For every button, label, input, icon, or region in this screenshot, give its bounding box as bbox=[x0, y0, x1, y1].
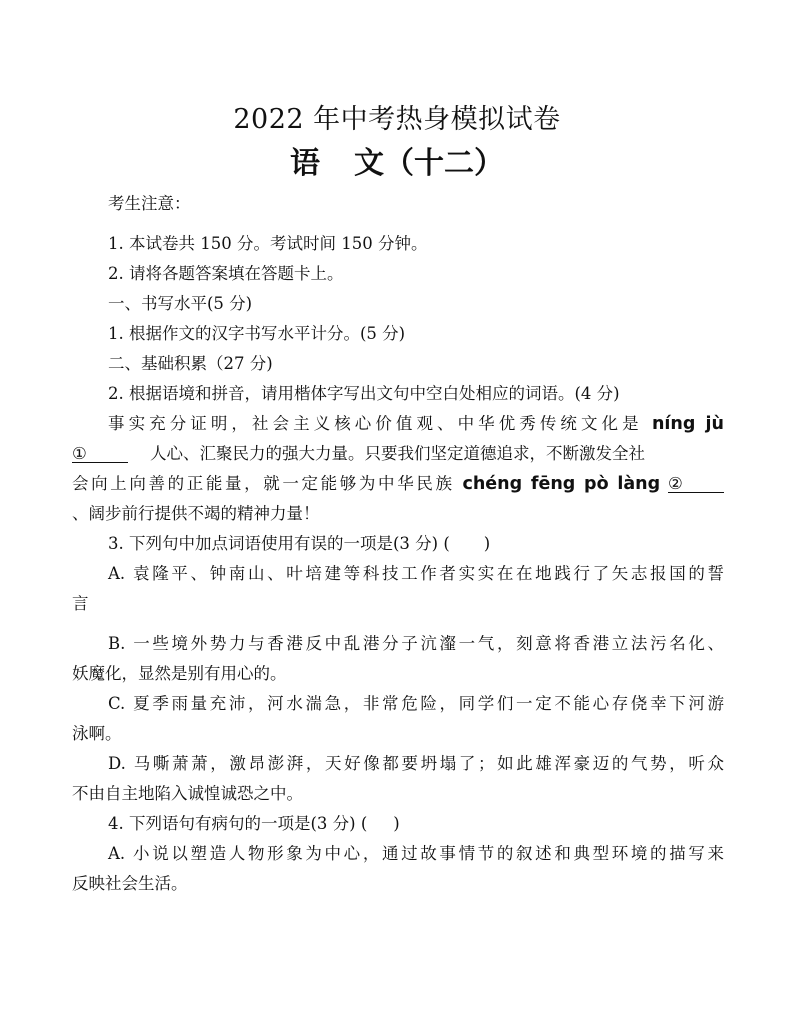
rule-1: 1. 本试卷共 150 分。考试时间 150 分钟。 bbox=[108, 234, 428, 253]
exam-title: 2022 年中考热身模拟试卷 bbox=[233, 104, 561, 135]
q2-line-1-text: 事实充分证明，社会主义核心价值观、中华优秀传统文化是 bbox=[108, 414, 643, 433]
question-1: 1. 根据作文的汉字书写水平计分。(5 分) bbox=[108, 324, 406, 343]
q3-option-a-line-2: 言 bbox=[72, 594, 89, 613]
q2-line-3 bbox=[72, 472, 724, 496]
section-2-heading: 二、基础积累（27 分) bbox=[108, 354, 273, 373]
blank-2-mark: ② bbox=[668, 474, 683, 493]
q3-option-c-line-2: 泳啊。 bbox=[72, 724, 122, 743]
question-3-paren-close: ) bbox=[483, 534, 491, 553]
q3-option-b-line-2: 妖魔化，显然是别有用心的。 bbox=[72, 664, 287, 683]
rule-2: 2. 请将各题答案填在答题卡上。 bbox=[108, 264, 344, 283]
question-2-stem: 2. 根据语境和拼音，请用楷体字写出文句中空白处相应的词语。(4 分) bbox=[108, 384, 620, 403]
q3-option-d-line-1: D. 马嘶萧萧，激昂澎湃，天好像都要坍塌了；如此雄浑豪迈的气势，听众 bbox=[108, 754, 724, 773]
question-3-stem bbox=[108, 532, 724, 556]
section-1-heading: 一、书写水平(5 分) bbox=[108, 294, 253, 313]
pinyin-1: níng jù bbox=[651, 414, 724, 434]
q2-line-3-text: 会向上向善的正能量，就一定能够为中华民族 bbox=[72, 474, 455, 493]
q2-line-4: 、阔步前行提供不竭的精神力量！ bbox=[72, 504, 320, 523]
subject-title bbox=[0, 144, 794, 184]
q2-line-1 bbox=[108, 412, 724, 436]
blank-1-mark: ① bbox=[72, 444, 87, 463]
q3-option-c-line-1: C. 夏季雨量充沛，河水湍急，非常危险，同学们一定不能心存侥幸下河游 bbox=[108, 694, 724, 713]
notice-heading: 考生注意： bbox=[108, 194, 191, 213]
subject-title-b: 文（十二） bbox=[354, 146, 504, 181]
q2-line-2-text: 人心、汇聚民力的强大力量。只要我们坚定道德追求，不断激发全社 bbox=[150, 444, 645, 463]
pinyin-2: chéng fēng pò làng bbox=[462, 474, 661, 494]
subject-title-a: 语 bbox=[290, 146, 320, 181]
question-4-stem-text: 4. 下列语句有病句的一项是(3 分) ( bbox=[108, 814, 368, 833]
q4-option-a-line-2: 反映社会生活。 bbox=[72, 874, 188, 893]
q4-option-a-line-1: A. 小说以塑造人物形象为中心，通过故事情节的叙述和典型环境的描写来 bbox=[108, 844, 724, 863]
question-3-stem-text: 3. 下列句中加点词语使用有误的一项是(3 分) ( bbox=[108, 534, 450, 553]
blank-2[interactable] bbox=[668, 472, 724, 493]
question-4-stem bbox=[108, 812, 724, 836]
q3-option-a-line-1: A. 袁隆平、钟南山、叶培建等科技工作者实实在在地践行了矢志报国的誓 bbox=[108, 564, 724, 583]
q3-option-b-line-1: B. 一些境外势力与香港反中乱港分子沆瀣一气，刻意将香港立法污名化、 bbox=[108, 634, 724, 653]
blank-1[interactable] bbox=[72, 442, 128, 463]
q2-line-2 bbox=[72, 442, 724, 466]
q3-option-d-line-2: 不由自主地陷入诚惶诚恐之中。 bbox=[72, 784, 303, 803]
question-4-paren-close: ) bbox=[393, 814, 400, 833]
